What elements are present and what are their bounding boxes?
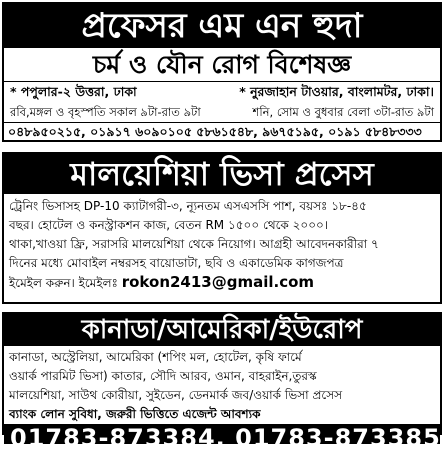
overseas-detail-line: কানাডা, অস্ট্রেলিয়া, আমেরিকা (শপিং মল, হোটেল, কৃষি ফার্মে: [9, 350, 302, 364]
overseas-visa-title: কানাডা/আমেরিকা/ইউরোপ: [4, 314, 440, 346]
visa-detail-line: ট্রেনিং ভিসাসহ DP-10 ক্যাটাগরী-৩, ন্যূনতম এসএসসি পাশ, বয়সঃ ১৮-৪৫: [9, 199, 367, 213]
visa-detail-line: দিনের মধ্যে মোবাইল নম্বরসহ বায়োডাটা, ছবি ও একাডেমিক কাগজপত্র: [9, 256, 344, 270]
email-prefix: ইমেইল করুন। ইমেইলঃ: [9, 276, 118, 290]
chamber-addresses: [4, 82, 440, 102]
email-address: rokon2413@gmail.com: [121, 273, 315, 291]
overseas-detail-line: ওয়ার্ক পারমিট ভিসা) কাতার, সৌদি আরব, ওমান, বাহরাইন,তুরস্ক: [9, 369, 317, 383]
overseas-detail-line: মালয়েশিয়া, সাউথ কোরীয়া, সুইডেন, ডেনমার্ক জব/ওয়ার্ক ভিসা প্রসেস: [9, 388, 343, 402]
specialty-subtitle: চর্ম ও যৌন রোগ বিশেষজ্ঞ: [4, 48, 440, 82]
overseas-visa-body: [4, 346, 440, 424]
overseas-visa-ad: [2, 312, 442, 452]
hours-uttara: রবি,মঙ্গল ও বৃহস্পতি সকাল ৯টা-রাত ৯টা: [10, 105, 201, 119]
doctor-phone-numbers: ০৪৮৯৫০২১৫, ০১৯১৭ ৬০৯০১০৫ ৫৮৬১৫৪৮, ৯৬৭৫১৯৫, ০১৯১ ৫৮৪৮৩৩৩: [4, 122, 440, 140]
malaysia-visa-body: [4, 194, 440, 292]
bank-loan-line: ব্যাংক লোন সুবিধা, জরুরী ভিত্তিতে এজেন্ট আবশ্যক: [9, 407, 261, 421]
address-uttara: * পপুলার-২ উত্তরা, ঢাকা: [10, 84, 137, 99]
visa-detail-line: বছর। হোটেল ও কনস্ট্রাকশন কাজ, বেতন RM ১৫০০ থেকে ২০০০।: [9, 218, 329, 232]
doctor-ad: [2, 2, 442, 142]
visa-detail-line: থাকা,খাওয়া ফ্রি, সরাসরি মালয়েশিয়া থেকে নিয়োগ। আগ্রহী আবেদনকারীরা ৭: [9, 237, 379, 251]
email-line: [9, 273, 435, 292]
chamber-hours: [4, 102, 440, 122]
malaysia-visa-ad: [2, 152, 442, 304]
address-banglamotor: * নুরজাহান টাওয়ার, বাংলামটর, ঢাকা।: [239, 84, 434, 99]
overseas-phone-numbers: 01783-873384, 01783-873385: [4, 424, 440, 444]
malaysia-visa-title: মালয়েশিয়া ভিসা প্রসেস: [4, 154, 440, 194]
doctor-name-title: প্রফেসর এম এন হুদা: [4, 4, 440, 48]
hours-banglamotor: শনি, সোম ও বুধবার বেলা ৩টা-রাত ৯টা: [252, 105, 434, 119]
